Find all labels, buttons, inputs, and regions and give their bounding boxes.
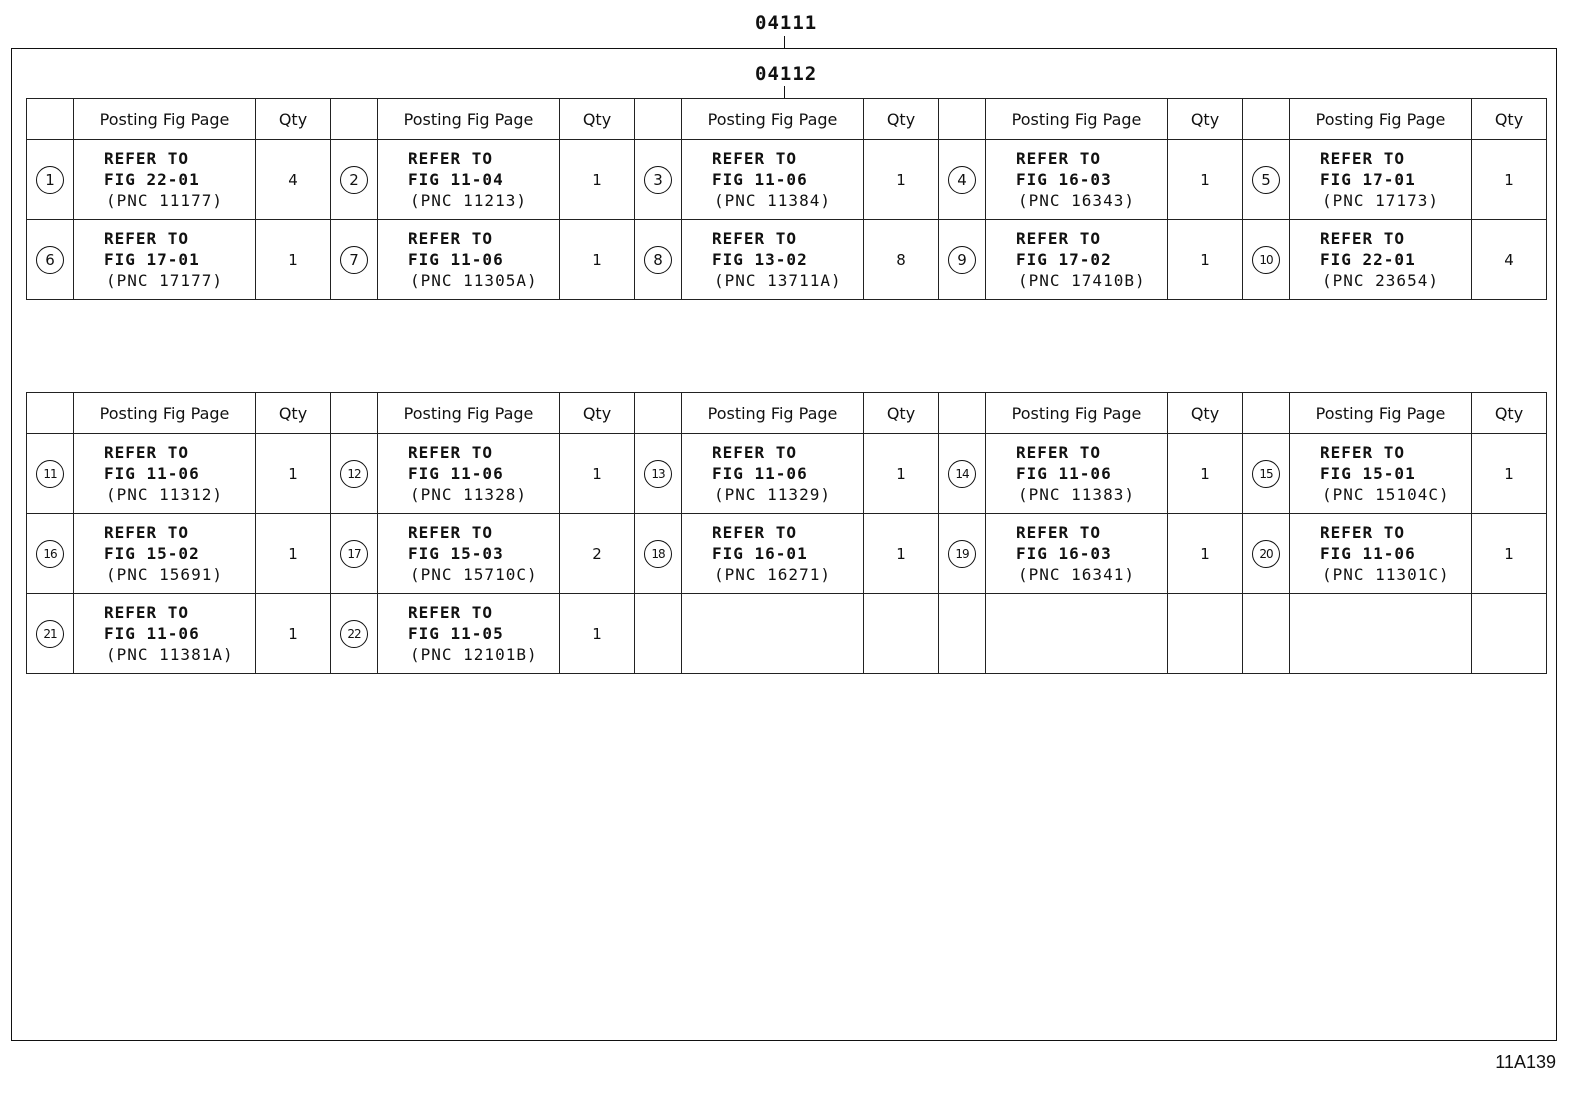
header-number-cell bbox=[1243, 393, 1290, 434]
header-posting: Posting Fig Page bbox=[986, 393, 1168, 434]
qty-value: 1 bbox=[896, 170, 906, 189]
refer-to-text: REFER TO bbox=[1320, 149, 1406, 168]
pnc-reference: (PNC 11383) bbox=[1018, 485, 1135, 504]
refer-to-text: REFER TO bbox=[408, 603, 494, 622]
header-row bbox=[27, 393, 1547, 434]
posting-cell bbox=[682, 220, 864, 300]
posting-cell bbox=[986, 140, 1168, 220]
pnc-reference: (PNC 15710C) bbox=[410, 565, 538, 584]
qty-cell bbox=[864, 434, 939, 514]
qty-value: 1 bbox=[592, 464, 602, 483]
pnc-reference: (PNC 17177) bbox=[106, 271, 223, 290]
item-number-badge: 18 bbox=[644, 540, 672, 568]
qty-cell bbox=[560, 514, 635, 594]
qty-cell bbox=[1472, 594, 1547, 674]
pnc-reference: (PNC 17410B) bbox=[1018, 271, 1146, 290]
pnc-reference: (PNC 16343) bbox=[1018, 191, 1135, 210]
item-number-badge: 20 bbox=[1252, 540, 1280, 568]
header-qty: Qty bbox=[1168, 393, 1243, 434]
refer-to-text: REFER TO bbox=[1320, 523, 1406, 542]
refer-to-text: REFER TO bbox=[1016, 229, 1102, 248]
refer-to-text: REFER TO bbox=[408, 229, 494, 248]
fig-reference: FIG 17-02 bbox=[1016, 250, 1112, 269]
qty-value: 8 bbox=[896, 250, 906, 269]
posting-cell bbox=[986, 220, 1168, 300]
item-number-badge: 2 bbox=[340, 166, 368, 194]
item-number-badge: 3 bbox=[644, 166, 672, 194]
item-number-cell bbox=[635, 514, 682, 594]
item-number-badge: 16 bbox=[36, 540, 64, 568]
item-number-cell bbox=[1243, 434, 1290, 514]
item-number-cell bbox=[635, 594, 682, 674]
item-number-cell bbox=[635, 220, 682, 300]
qty-value: 1 bbox=[1200, 170, 1210, 189]
qty-cell bbox=[256, 434, 331, 514]
qty-cell bbox=[1168, 434, 1243, 514]
qty-value: 1 bbox=[592, 170, 602, 189]
qty-value: 1 bbox=[592, 250, 602, 269]
posting-cell bbox=[986, 594, 1168, 674]
header-qty: Qty bbox=[864, 99, 939, 140]
header-row bbox=[27, 99, 1547, 140]
header-qty: Qty bbox=[1472, 393, 1547, 434]
posting-cell bbox=[378, 140, 560, 220]
fig-reference: FIG 15-01 bbox=[1320, 464, 1416, 483]
qty-cell bbox=[560, 140, 635, 220]
qty-cell bbox=[1168, 514, 1243, 594]
qty-value: 1 bbox=[288, 544, 298, 563]
fig-reference: FIG 15-02 bbox=[104, 544, 200, 563]
qty-cell bbox=[560, 594, 635, 674]
header-number-cell bbox=[331, 99, 378, 140]
pnc-reference: (PNC 17173) bbox=[1322, 191, 1439, 210]
fig-reference: FIG 11-06 bbox=[712, 464, 808, 483]
item-number-badge: 14 bbox=[948, 460, 976, 488]
fig-reference: FIG 11-06 bbox=[712, 170, 808, 189]
header-posting: Posting Fig Page bbox=[1290, 393, 1472, 434]
pnc-reference: (PNC 15691) bbox=[106, 565, 223, 584]
refer-to-text: REFER TO bbox=[1016, 443, 1102, 462]
pnc-reference: (PNC 16271) bbox=[714, 565, 831, 584]
qty-cell bbox=[1168, 140, 1243, 220]
table-row bbox=[27, 220, 1547, 300]
pnc-reference: (PNC 11329) bbox=[714, 485, 831, 504]
pnc-reference: (PNC 16341) bbox=[1018, 565, 1135, 584]
posting-cell bbox=[378, 220, 560, 300]
table-row bbox=[27, 434, 1547, 514]
item-number-cell bbox=[331, 140, 378, 220]
pnc-reference: (PNC 12101B) bbox=[410, 645, 538, 664]
header-qty: Qty bbox=[864, 393, 939, 434]
header-number-cell bbox=[1243, 99, 1290, 140]
table-row bbox=[27, 594, 1547, 674]
refer-to-text: REFER TO bbox=[1016, 523, 1102, 542]
item-number-cell bbox=[1243, 514, 1290, 594]
posting-cell bbox=[682, 434, 864, 514]
header-number-cell bbox=[939, 393, 986, 434]
table-row bbox=[27, 140, 1547, 220]
qty-cell bbox=[560, 434, 635, 514]
header-posting: Posting Fig Page bbox=[74, 393, 256, 434]
item-number-badge: 7 bbox=[340, 246, 368, 274]
item-number-badge: 9 bbox=[948, 246, 976, 274]
qty-cell bbox=[256, 514, 331, 594]
posting-cell bbox=[986, 434, 1168, 514]
item-number-cell bbox=[939, 594, 986, 674]
header-number-cell bbox=[635, 393, 682, 434]
fig-reference: FIG 11-04 bbox=[408, 170, 504, 189]
item-number-badge: 1 bbox=[36, 166, 64, 194]
qty-value: 1 bbox=[896, 544, 906, 563]
fig-reference: FIG 17-01 bbox=[104, 250, 200, 269]
qty-cell bbox=[864, 514, 939, 594]
refer-to-text: REFER TO bbox=[712, 523, 798, 542]
qty-cell bbox=[1168, 594, 1243, 674]
item-number-badge: 8 bbox=[644, 246, 672, 274]
item-number-badge: 19 bbox=[948, 540, 976, 568]
qty-value: 1 bbox=[1200, 250, 1210, 269]
header-qty: Qty bbox=[560, 99, 635, 140]
posting-cell bbox=[74, 140, 256, 220]
refer-to-text: REFER TO bbox=[1320, 229, 1406, 248]
refer-to-text: REFER TO bbox=[408, 443, 494, 462]
item-number-cell bbox=[939, 434, 986, 514]
qty-cell bbox=[1472, 140, 1547, 220]
fig-reference: FIG 11-05 bbox=[408, 624, 504, 643]
posting-cell bbox=[682, 140, 864, 220]
item-number-cell bbox=[331, 434, 378, 514]
qty-value: 1 bbox=[896, 464, 906, 483]
refer-to-text: REFER TO bbox=[1320, 443, 1406, 462]
qty-value: 1 bbox=[1200, 544, 1210, 563]
posting-cell bbox=[1290, 594, 1472, 674]
header-number-cell bbox=[27, 99, 74, 140]
posting-cell bbox=[1290, 514, 1472, 594]
qty-cell bbox=[1168, 220, 1243, 300]
item-number-badge: 13 bbox=[644, 460, 672, 488]
qty-value: 1 bbox=[288, 464, 298, 483]
refer-to-text: REFER TO bbox=[104, 229, 190, 248]
item-number-cell bbox=[1243, 594, 1290, 674]
fig-reference: FIG 11-06 bbox=[408, 250, 504, 269]
pnc-reference: (PNC 11305A) bbox=[410, 271, 538, 290]
refer-to-text: REFER TO bbox=[408, 523, 494, 542]
posting-cell bbox=[378, 434, 560, 514]
qty-cell bbox=[256, 220, 331, 300]
posting-cell bbox=[74, 594, 256, 674]
posting-cell bbox=[986, 514, 1168, 594]
qty-value: 4 bbox=[288, 170, 298, 189]
pnc-reference: (PNC 11328) bbox=[410, 485, 527, 504]
qty-cell bbox=[864, 140, 939, 220]
qty-cell bbox=[1472, 514, 1547, 594]
refer-to-text: REFER TO bbox=[104, 523, 190, 542]
header-number-cell bbox=[635, 99, 682, 140]
item-number-badge: 15 bbox=[1252, 460, 1280, 488]
qty-value: 1 bbox=[288, 624, 298, 643]
item-number-badge: 17 bbox=[340, 540, 368, 568]
item-number-cell bbox=[939, 140, 986, 220]
header-qty: Qty bbox=[1168, 99, 1243, 140]
posting-cell bbox=[682, 594, 864, 674]
header-qty: Qty bbox=[256, 99, 331, 140]
item-number-badge: 6 bbox=[36, 246, 64, 274]
posting-cell bbox=[74, 434, 256, 514]
refer-to-text: REFER TO bbox=[1016, 149, 1102, 168]
qty-cell bbox=[864, 220, 939, 300]
header-qty: Qty bbox=[256, 393, 331, 434]
item-number-cell bbox=[331, 220, 378, 300]
fig-reference: FIG 11-06 bbox=[408, 464, 504, 483]
header-number-cell bbox=[939, 99, 986, 140]
pnc-reference: (PNC 11312) bbox=[106, 485, 223, 504]
item-number-cell bbox=[27, 434, 74, 514]
item-number-badge: 11 bbox=[36, 460, 64, 488]
pnc-reference: (PNC 11177) bbox=[106, 191, 223, 210]
pnc-reference: (PNC 23654) bbox=[1322, 271, 1439, 290]
header-posting: Posting Fig Page bbox=[682, 99, 864, 140]
fig-reference: FIG 13-02 bbox=[712, 250, 808, 269]
fig-reference: FIG 22-01 bbox=[104, 170, 200, 189]
fig-reference: FIG 16-01 bbox=[712, 544, 808, 563]
item-number-cell bbox=[27, 220, 74, 300]
header-posting: Posting Fig Page bbox=[682, 393, 864, 434]
posting-cell bbox=[74, 514, 256, 594]
refer-to-text: REFER TO bbox=[104, 149, 190, 168]
pnc-reference: (PNC 11301C) bbox=[1322, 565, 1450, 584]
posting-cell bbox=[74, 220, 256, 300]
header-qty: Qty bbox=[560, 393, 635, 434]
item-number-badge: 21 bbox=[36, 620, 64, 648]
item-number-cell bbox=[939, 220, 986, 300]
label-04112: 04112 bbox=[755, 63, 818, 85]
fig-reference: FIG 22-01 bbox=[1320, 250, 1416, 269]
posting-cell bbox=[682, 514, 864, 594]
header-posting: Posting Fig Page bbox=[1290, 99, 1472, 140]
item-number-badge: 5 bbox=[1252, 166, 1280, 194]
qty-cell bbox=[256, 594, 331, 674]
qty-value: 1 bbox=[1504, 170, 1514, 189]
item-number-badge: 22 bbox=[340, 620, 368, 648]
qty-cell bbox=[560, 220, 635, 300]
posting-cell bbox=[1290, 140, 1472, 220]
refer-to-text: REFER TO bbox=[712, 443, 798, 462]
item-number-cell bbox=[1243, 220, 1290, 300]
refer-to-text: REFER TO bbox=[408, 149, 494, 168]
pnc-reference: (PNC 11384) bbox=[714, 191, 831, 210]
qty-value: 1 bbox=[1504, 544, 1514, 563]
refer-to-text: REFER TO bbox=[104, 603, 190, 622]
qty-value: 1 bbox=[1200, 464, 1210, 483]
qty-cell bbox=[1472, 220, 1547, 300]
fig-reference: FIG 11-06 bbox=[104, 464, 200, 483]
item-number-cell bbox=[331, 594, 378, 674]
posting-cell bbox=[378, 594, 560, 674]
fig-reference: FIG 16-03 bbox=[1016, 544, 1112, 563]
item-number-badge: 4 bbox=[948, 166, 976, 194]
header-qty: Qty bbox=[1472, 99, 1547, 140]
item-number-cell bbox=[331, 514, 378, 594]
item-number-cell bbox=[27, 594, 74, 674]
item-number-cell bbox=[27, 514, 74, 594]
pnc-reference: (PNC 11213) bbox=[410, 191, 527, 210]
posting-cell bbox=[1290, 434, 1472, 514]
item-number-cell bbox=[939, 514, 986, 594]
pnc-reference: (PNC 13711A) bbox=[714, 271, 842, 290]
header-posting: Posting Fig Page bbox=[378, 99, 560, 140]
fig-reference: FIG 17-01 bbox=[1320, 170, 1416, 189]
posting-cell bbox=[1290, 220, 1472, 300]
table-row bbox=[27, 514, 1547, 594]
qty-cell bbox=[256, 140, 331, 220]
header-number-cell bbox=[27, 393, 74, 434]
qty-value: 1 bbox=[1504, 464, 1514, 483]
refer-to-text: REFER TO bbox=[712, 229, 798, 248]
reference-table-2 bbox=[26, 392, 1547, 674]
item-number-cell bbox=[1243, 140, 1290, 220]
fig-reference: FIG 11-06 bbox=[1320, 544, 1416, 563]
refer-to-text: REFER TO bbox=[712, 149, 798, 168]
fig-reference: FIG 11-06 bbox=[104, 624, 200, 643]
header-number-cell bbox=[331, 393, 378, 434]
header-posting: Posting Fig Page bbox=[986, 99, 1168, 140]
reference-table-1 bbox=[26, 98, 1547, 300]
posting-cell bbox=[378, 514, 560, 594]
item-number-badge: 12 bbox=[340, 460, 368, 488]
fig-reference: FIG 11-06 bbox=[1016, 464, 1112, 483]
fig-reference: FIG 15-03 bbox=[408, 544, 504, 563]
item-number-cell bbox=[27, 140, 74, 220]
label-04111-leader bbox=[784, 36, 785, 48]
pnc-reference: (PNC 15104C) bbox=[1322, 485, 1450, 504]
drawing-id: 11A139 bbox=[1495, 1052, 1556, 1072]
item-number-cell bbox=[635, 140, 682, 220]
qty-value: 1 bbox=[288, 250, 298, 269]
header-posting: Posting Fig Page bbox=[378, 393, 560, 434]
qty-value: 4 bbox=[1504, 250, 1514, 269]
pnc-reference: (PNC 11381A) bbox=[106, 645, 234, 664]
qty-value: 2 bbox=[592, 544, 602, 563]
refer-to-text: REFER TO bbox=[104, 443, 190, 462]
qty-cell bbox=[864, 594, 939, 674]
item-number-badge: 10 bbox=[1252, 246, 1280, 274]
header-posting: Posting Fig Page bbox=[74, 99, 256, 140]
qty-cell bbox=[1472, 434, 1547, 514]
item-number-cell bbox=[635, 434, 682, 514]
fig-reference: FIG 16-03 bbox=[1016, 170, 1112, 189]
qty-value: 1 bbox=[592, 624, 602, 643]
label-04111: 04111 bbox=[755, 12, 818, 34]
